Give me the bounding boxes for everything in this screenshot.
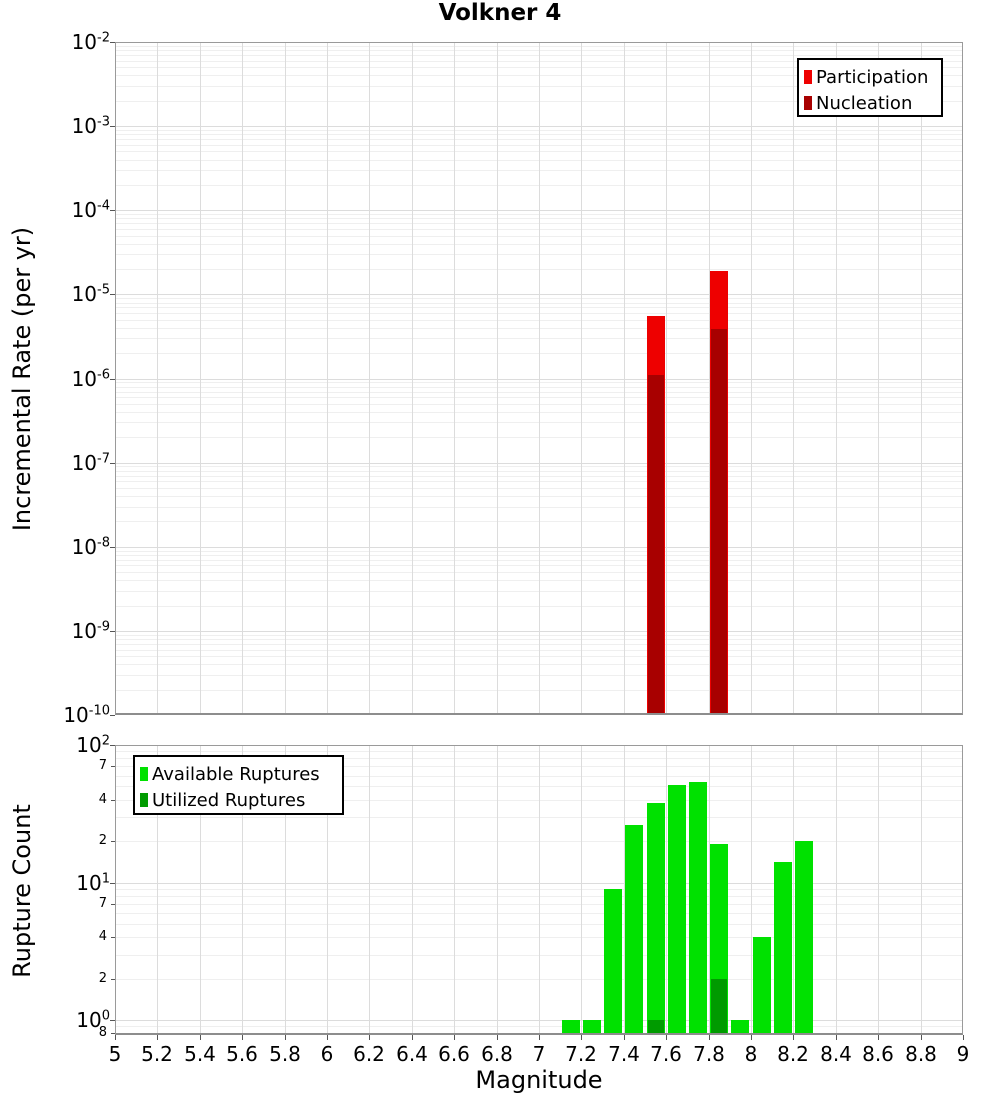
legend-entry-utilized-ruptures	[140, 787, 336, 813]
y-axis-minor-tick	[111, 937, 115, 938]
available-ruptures-marker-icon	[140, 767, 148, 781]
vertical-gridline	[327, 42, 328, 715]
x-axis-tick-label: 9	[956, 1042, 970, 1066]
y-axis-tick	[110, 379, 115, 380]
vertical-gridline	[878, 745, 879, 1035]
x-axis-tick-label: 5.4	[184, 1042, 216, 1066]
x-axis-title: Magnitude	[475, 1066, 603, 1094]
x-axis-tick	[751, 1035, 752, 1040]
vertical-gridline	[285, 42, 286, 715]
x-axis-tick	[963, 1035, 964, 1040]
vertical-gridline	[539, 42, 540, 715]
x-axis-tick-label: 5.6	[226, 1042, 258, 1066]
vertical-gridline	[836, 745, 837, 1035]
x-axis-tick	[624, 1035, 625, 1040]
legend-label: Participation	[816, 66, 929, 88]
y-axis-tick-label: $10^0$	[76, 1008, 110, 1032]
y-axis-tick-label: $10^{-9}$	[71, 619, 110, 643]
x-axis-tick-label: 6.4	[396, 1042, 428, 1066]
vertical-gridline	[921, 745, 922, 1035]
x-axis-tick	[369, 1035, 370, 1040]
x-axis-tick	[454, 1035, 455, 1040]
vertical-gridline	[793, 745, 794, 1035]
chart-title: Volkner 4	[438, 0, 562, 26]
x-axis-tick	[157, 1035, 158, 1040]
y-axis-minor-tick	[111, 800, 115, 801]
x-axis-tick-label: 7	[532, 1042, 546, 1066]
legend-label: Utilized Ruptures	[152, 789, 306, 811]
bar-available-ruptures	[795, 841, 813, 1035]
y-axis-tick	[110, 631, 115, 632]
legend-label: Nucleation	[816, 92, 913, 114]
x-axis-tick	[285, 1035, 286, 1040]
y-axis-minor-tick-label: 2	[98, 971, 107, 986]
vertical-gridline	[836, 42, 837, 715]
vertical-gridline	[878, 42, 879, 715]
bar-available-ruptures	[689, 782, 707, 1035]
legend-entry-available-ruptures	[140, 761, 336, 787]
x-axis-tick-label: 6.2	[353, 1042, 385, 1066]
x-axis-tick	[878, 1035, 879, 1040]
bar-available-ruptures	[562, 1020, 580, 1035]
x-axis-tick-label: 5.2	[141, 1042, 173, 1066]
bar-available-ruptures	[753, 937, 771, 1035]
y-axis-tick	[110, 463, 115, 464]
x-axis-tick-label: 7.2	[565, 1042, 597, 1066]
participation-marker-icon	[804, 70, 812, 84]
vertical-gridline	[539, 745, 540, 1035]
y-axis-minor-tick-label: 4	[98, 929, 107, 944]
y-axis-tick	[110, 1020, 115, 1021]
vertical-gridline	[497, 745, 498, 1035]
legend-label: Available Ruptures	[152, 763, 320, 785]
vertical-gridline	[369, 42, 370, 715]
y-axis-tick-label: $10^{-5}$	[71, 282, 110, 306]
y-axis-tick	[110, 126, 115, 127]
rate-plot-area	[115, 42, 963, 715]
x-axis-tick-label: 6.8	[481, 1042, 513, 1066]
x-axis-tick-label: 8.6	[862, 1042, 894, 1066]
bar-utilized-ruptures	[711, 979, 727, 1035]
x-axis-tick-label: 6.6	[438, 1042, 470, 1066]
x-axis-tick	[793, 1035, 794, 1040]
y-axis-minor-tick	[111, 766, 115, 767]
x-axis-tick	[327, 1035, 328, 1040]
x-axis-tick	[497, 1035, 498, 1040]
vertical-gridline	[751, 745, 752, 1035]
bar-available-ruptures	[774, 862, 792, 1035]
vertical-gridline	[793, 42, 794, 715]
y-axis-minor-tick-label: 8	[98, 1025, 107, 1040]
y-axis-title-rupture-count: Rupture Count	[8, 804, 36, 978]
bar-available-ruptures	[647, 803, 665, 1035]
vertical-gridline	[157, 42, 158, 715]
y-axis-tick	[110, 42, 115, 43]
y-axis-tick-label: $10^{-10}$	[63, 703, 110, 727]
x-axis-tick	[666, 1035, 667, 1040]
legend-entry-participation	[804, 64, 935, 90]
x-axis-tick	[412, 1035, 413, 1040]
vertical-gridline	[624, 42, 625, 715]
x-axis-tick-label: 7.6	[650, 1042, 682, 1066]
vertical-gridline	[581, 745, 582, 1035]
y-axis-minor-tick	[111, 979, 115, 980]
x-axis-tick	[709, 1035, 710, 1040]
utilized-ruptures-marker-icon	[140, 793, 148, 807]
legend-rate	[797, 58, 943, 117]
bar-available-ruptures	[583, 1020, 601, 1035]
vertical-gridline	[412, 42, 413, 715]
bar-nucleation	[648, 375, 664, 715]
bar-available-ruptures	[604, 889, 622, 1035]
x-axis-tick-label: 7.8	[693, 1042, 725, 1066]
legend-count	[133, 755, 344, 815]
y-axis-tick-label: $10^{-3}$	[71, 114, 110, 138]
y-axis-tick	[110, 883, 115, 884]
y-axis-minor-tick-label: 7	[98, 896, 107, 911]
x-axis-tick-label: 5	[108, 1042, 122, 1066]
y-axis-tick	[110, 210, 115, 211]
x-axis-tick-label: 8	[744, 1042, 758, 1066]
y-axis-minor-tick-label: 2	[98, 833, 107, 848]
x-axis-tick-label: 6	[320, 1042, 334, 1066]
x-axis-tick	[242, 1035, 243, 1040]
y-axis-tick-label: $10^2$	[76, 733, 110, 757]
x-axis-tick-label: 5.8	[269, 1042, 301, 1066]
x-axis-tick	[836, 1035, 837, 1040]
y-axis-tick-label: $10^{-4}$	[71, 198, 110, 222]
x-axis-tick	[539, 1035, 540, 1040]
x-axis-tick-label: 8.2	[777, 1042, 809, 1066]
y-axis-minor-tick-label: 4	[98, 792, 107, 807]
vertical-gridline	[242, 42, 243, 715]
vertical-gridline	[200, 42, 201, 715]
vertical-gridline	[497, 42, 498, 715]
bar-available-ruptures	[731, 1020, 749, 1035]
y-axis-minor-tick	[111, 1033, 115, 1034]
y-axis-tick-label: $10^1$	[76, 871, 110, 895]
vertical-gridline	[369, 745, 370, 1035]
vertical-gridline	[454, 745, 455, 1035]
y-axis-minor-tick	[111, 841, 115, 842]
x-axis-tick-label: 7.4	[608, 1042, 640, 1066]
vertical-gridline	[666, 745, 667, 1035]
x-axis-tick	[200, 1035, 201, 1040]
vertical-gridline	[751, 42, 752, 715]
vertical-gridline	[921, 42, 922, 715]
bar-nucleation	[711, 329, 727, 715]
vertical-gridline	[454, 42, 455, 715]
y-axis-tick	[110, 715, 115, 716]
y-axis-minor-tick-label: 7	[98, 758, 107, 773]
bar-available-ruptures	[668, 785, 686, 1035]
y-axis-minor-tick	[111, 904, 115, 905]
y-axis-title-incremental-rate: Incremental Rate (per yr)	[8, 226, 36, 532]
y-axis-tick-label: $10^{-6}$	[71, 367, 110, 391]
y-axis-tick	[110, 547, 115, 548]
legend-entry-nucleation	[804, 90, 935, 116]
y-axis-tick-label: $10^{-2}$	[71, 30, 110, 54]
x-axis-tick	[115, 1035, 116, 1040]
bar-available-ruptures	[625, 825, 643, 1035]
vertical-gridline	[412, 745, 413, 1035]
x-axis-tick-label: 8.4	[820, 1042, 852, 1066]
y-axis-tick	[110, 294, 115, 295]
nucleation-marker-icon	[804, 96, 812, 110]
vertical-gridline	[666, 42, 667, 715]
vertical-gridline	[581, 42, 582, 715]
y-axis-tick-label: $10^{-8}$	[71, 535, 110, 559]
y-axis-tick	[110, 745, 115, 746]
x-axis-tick	[921, 1035, 922, 1040]
bar-utilized-ruptures	[648, 1020, 664, 1035]
y-axis-tick-label: $10^{-7}$	[71, 451, 110, 475]
x-axis-tick-label: 8.8	[905, 1042, 937, 1066]
x-axis-tick	[581, 1035, 582, 1040]
